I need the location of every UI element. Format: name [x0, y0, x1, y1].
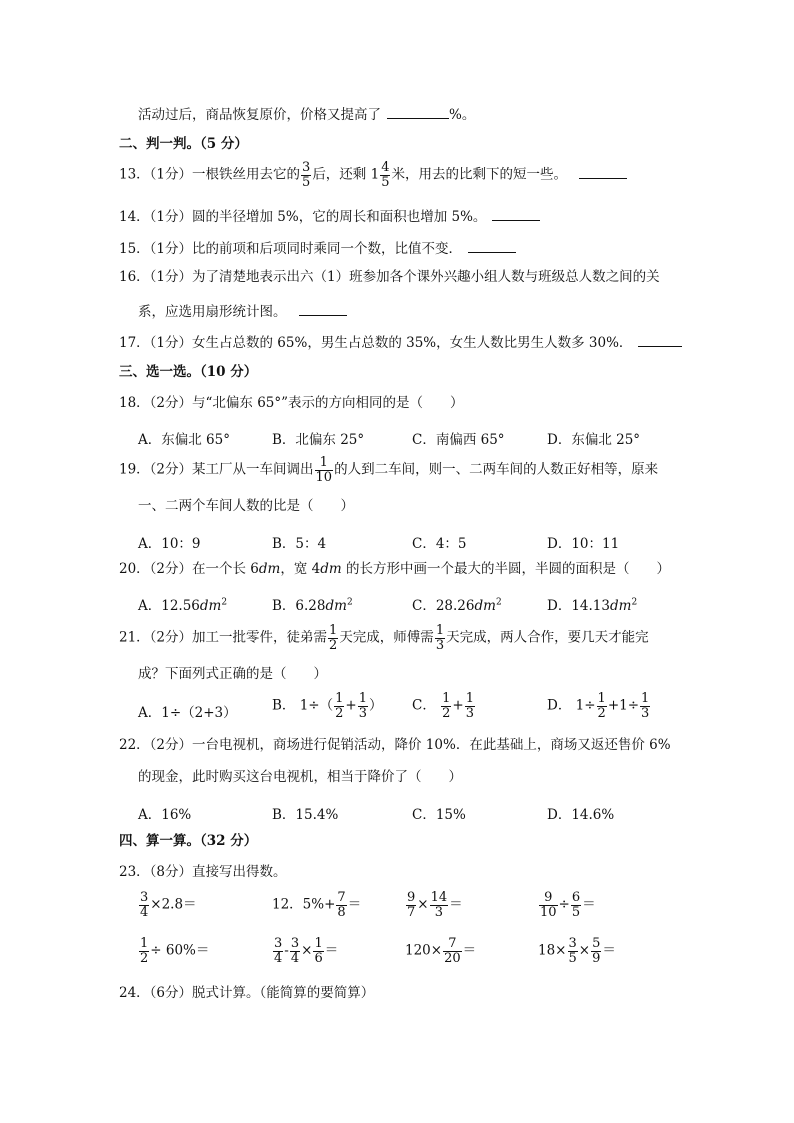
- calc-3: $\frac{9}{7}$ × $\frac{14}{3}$ ＝: [407, 890, 463, 920]
- calc-8: 18× $\frac{3}{5}$ × $\frac{5}{9}$ ＝: [538, 936, 616, 966]
- question-21-line2: 成？下面列式正确的是（ ）: [138, 666, 327, 682]
- question-20: 20．（2分）在一个长 6dm，宽 4dm 的长方形中画一个最大的半圆，半圆的面积是（ ）: [119, 561, 670, 577]
- answer-blank[interactable]: [387, 106, 449, 119]
- q21-option-b[interactable]: B． 1÷（ $\frac{1}{2}$ + $\frac{1}{3}$ ）: [272, 691, 383, 721]
- calc-4: $\frac{9}{10}$ ÷ $\frac{6}{5}$ ＝: [540, 890, 596, 920]
- section-3-heading: 三、选一选。（10 分）: [119, 364, 258, 380]
- q21-option-c[interactable]: C． $\frac{1}{2}$ + $\frac{1}{3}$: [412, 691, 475, 721]
- q19-option-d[interactable]: D．10：11: [547, 536, 620, 552]
- q20-option-a[interactable]: A．$12.56dm^2$: [138, 597, 228, 614]
- q22-option-c[interactable]: C．15%: [412, 807, 466, 823]
- q22-option-d[interactable]: D．14.6%: [547, 807, 615, 823]
- q12-continuation: 活动过后，商品恢复原价，价格又提高了 %。: [138, 107, 476, 123]
- section-4-heading: 四、算一算。（32 分）: [119, 833, 258, 849]
- answer-blank[interactable]: [638, 334, 682, 347]
- q18-option-c[interactable]: C．南偏西 65°: [412, 432, 505, 448]
- calc-7: 120× $\frac{7}{20}$ ＝: [405, 936, 477, 966]
- question-16-line2: 系，应选用扇形统计图。: [138, 303, 347, 320]
- answer-blank[interactable]: [299, 303, 347, 316]
- q19-option-b[interactable]: B．5：4: [272, 536, 327, 552]
- question-22-line1: 22．（2分）一台电视机，商场进行促销活动，降价 10%．在此基础上，商场又返还售价 6%: [119, 737, 671, 753]
- calc-5: $\frac{1}{2}$ ÷ 60%＝: [140, 936, 210, 966]
- answer-blank[interactable]: [492, 208, 540, 221]
- question-13: 13．（1分）一根铁丝用去它的 $\frac{3}{5}$ 后，还剩 1 $\frac{4}{5}$ 米，用去的比剩下的短一些。: [119, 161, 627, 189]
- fraction: $\frac{3}{5}$: [302, 160, 311, 190]
- q21-option-d[interactable]: D． 1÷ $\frac{1}{2}$ +1÷ $\frac{1}{3}$: [547, 691, 650, 721]
- q18-option-a[interactable]: A．东偏北 65°: [138, 432, 230, 448]
- question-19-line1: 19．（2分）某工厂从一车间调出 $\frac{1}{10}$ 的人到二车间，则一、二两车间的人数正好相等，原来: [119, 455, 659, 485]
- q22-option-b[interactable]: B．15.4%: [272, 807, 339, 823]
- question-24: 24．（6分）脱式计算。（能简算的要简算）: [119, 985, 375, 1001]
- question-17: 17．（1分）女生占总数的 65%，男生占总数的 35%，女生人数比男生人数多 30%．: [119, 334, 682, 351]
- q21-option-a[interactable]: A．1÷（2+3）: [138, 705, 237, 721]
- question-23: 23．（8分）直接写出得数。: [119, 864, 287, 880]
- calc-2: 12．5%+ $\frac{7}{8}$ ＝: [272, 890, 362, 920]
- question-15: 15．（1分）比的前项和后项同时乘同一个数，比值不变．: [119, 240, 516, 257]
- q18-option-d[interactable]: D．东偏北 25°: [547, 432, 641, 448]
- answer-blank[interactable]: [579, 166, 627, 179]
- calc-6: $\frac{3}{4}$ - $\frac{3}{4}$ × $\frac{1}{6}$ ＝: [274, 936, 339, 966]
- fraction: $\frac{1}{2}$: [329, 623, 338, 653]
- fraction: $\frac{1}{3}$: [435, 623, 445, 653]
- calc-1: $\frac{3}{4}$ ×2.8＝: [140, 890, 197, 920]
- question-18: 18．（2分）与“北偏东 65°”表示的方向相同的是（ ）: [119, 395, 464, 411]
- question-16-line1: 16．（1分）为了清楚地表示出六（1）班参加各个课外兴趣小组人数与班级总人数之间的关: [119, 269, 660, 285]
- q22-option-a[interactable]: A．16%: [138, 807, 192, 823]
- fraction: $\frac{1}{10}$: [315, 455, 333, 485]
- q19-option-a[interactable]: A．10：9: [138, 536, 201, 552]
- q19-option-c[interactable]: C．4：5: [412, 536, 467, 552]
- question-19-line2: 一、二两个车间人数的比是（ ）: [138, 498, 354, 514]
- question-14: 14．（1分）圆的半径增加 5%，它的周长和面积也增加 5%。: [119, 208, 540, 225]
- answer-blank[interactable]: [468, 240, 516, 253]
- question-22-line2: 的现金，此时购买这台电视机，相当于降价了（ ）: [138, 769, 462, 785]
- question-21-line1: 21．（2分）加工一批零件，徒弟需 $\frac{1}{2}$ 天完成，师傅需 $\frac{1}{3}$ 天完成，两人合作，要几天才能完: [119, 623, 649, 653]
- q20-option-b[interactable]: B．$6.28dm^2$: [272, 597, 353, 614]
- q18-option-b[interactable]: B．北偏东 25°: [272, 432, 365, 448]
- section-2-heading: 二、判一判。（5 分）: [119, 136, 248, 152]
- q20-option-d[interactable]: D．$14.13dm^2$: [547, 597, 638, 614]
- fraction: $\frac{4}{5}$: [381, 160, 390, 190]
- q20-option-c[interactable]: C．$28.26dm^2$: [412, 597, 502, 614]
